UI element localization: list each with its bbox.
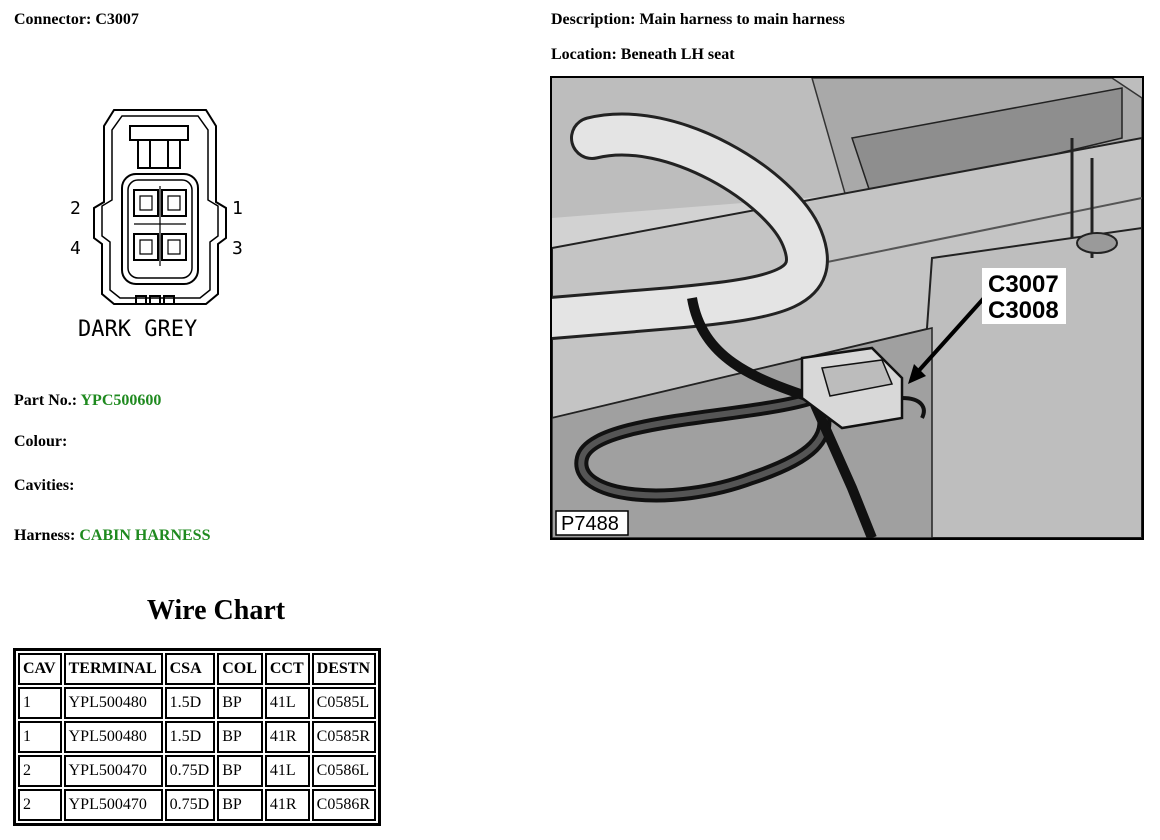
- header-cav: CAV: [18, 653, 62, 685]
- cell-col: BP: [217, 789, 263, 821]
- connector-face-diagram: [66, 104, 256, 349]
- photo-ref: P7488: [561, 513, 619, 535]
- header-terminal: TERMINAL: [64, 653, 163, 685]
- description-field: [551, 10, 845, 30]
- pin-label-2: 2: [70, 198, 81, 219]
- header-destn: DESTN: [312, 653, 376, 685]
- cell-csa: 1.5D: [165, 721, 216, 753]
- header-csa: CSA: [165, 653, 216, 685]
- table-row: [18, 789, 376, 821]
- harness-value: CABIN HARNESS: [79, 527, 211, 544]
- description-value: Main harness to main harness: [639, 11, 845, 28]
- cell-cav: 2: [18, 755, 62, 787]
- table-row: [18, 721, 376, 753]
- cell-cct: 41L: [265, 687, 310, 719]
- cell-cct: 41R: [265, 721, 310, 753]
- part-no-value: YPC500600: [80, 392, 162, 409]
- cell-col: BP: [217, 721, 263, 753]
- cell-csa: 0.75D: [165, 789, 216, 821]
- header-cct: CCT: [265, 653, 310, 685]
- table-row: [18, 687, 376, 719]
- cell-terminal: YPL500470: [64, 789, 163, 821]
- cell-destn: C0586R: [312, 789, 376, 821]
- cell-terminal: YPL500480: [64, 687, 163, 719]
- cell-col: BP: [217, 755, 263, 787]
- cell-col: BP: [217, 687, 263, 719]
- cell-terminal: YPL500480: [64, 721, 163, 753]
- location-photo: [550, 76, 1144, 540]
- part-no-field: [14, 391, 161, 411]
- connector-field: [14, 10, 139, 30]
- cell-cct: 41L: [265, 755, 310, 787]
- part-no-label: Part No.:: [14, 392, 78, 409]
- callout-c3007: C3007: [988, 271, 1059, 298]
- colour-caption: DARK GREY: [78, 317, 198, 342]
- cell-terminal: YPL500470: [64, 755, 163, 787]
- table-header-row: [18, 653, 376, 685]
- callout-c3008: C3008: [988, 297, 1059, 324]
- cell-cav: 1: [18, 721, 62, 753]
- cell-csa: 1.5D: [165, 687, 216, 719]
- connector-label: Connector:: [14, 11, 92, 28]
- location-value: Beneath LH seat: [620, 46, 735, 63]
- cell-cav: 2: [18, 789, 62, 821]
- pin-label-1: 1: [232, 198, 243, 219]
- harness-label: Harness:: [14, 527, 76, 544]
- wire-chart-title: Wire Chart: [146, 595, 286, 626]
- location-label: Location:: [551, 46, 617, 63]
- colour-field: [14, 432, 67, 452]
- cavities-label: Cavities:: [14, 477, 75, 494]
- pin-label-4: 4: [70, 238, 81, 259]
- cell-cct: 41R: [265, 789, 310, 821]
- cell-destn: C0585L: [312, 687, 376, 719]
- cell-destn: C0586L: [312, 755, 376, 787]
- cavities-field: [14, 476, 74, 496]
- colour-label: Colour:: [14, 433, 68, 450]
- cell-cav: 1: [18, 687, 62, 719]
- wire-chart-table: [13, 648, 381, 826]
- header-col: COL: [217, 653, 263, 685]
- table-row: [18, 755, 376, 787]
- location-field: [551, 45, 735, 65]
- cell-csa: 0.75D: [165, 755, 216, 787]
- pin-label-3: 3: [232, 238, 243, 259]
- description-label: Description:: [551, 11, 636, 28]
- cell-destn: C0585R: [312, 721, 376, 753]
- connector-value: C3007: [95, 11, 139, 28]
- harness-field: [14, 526, 210, 546]
